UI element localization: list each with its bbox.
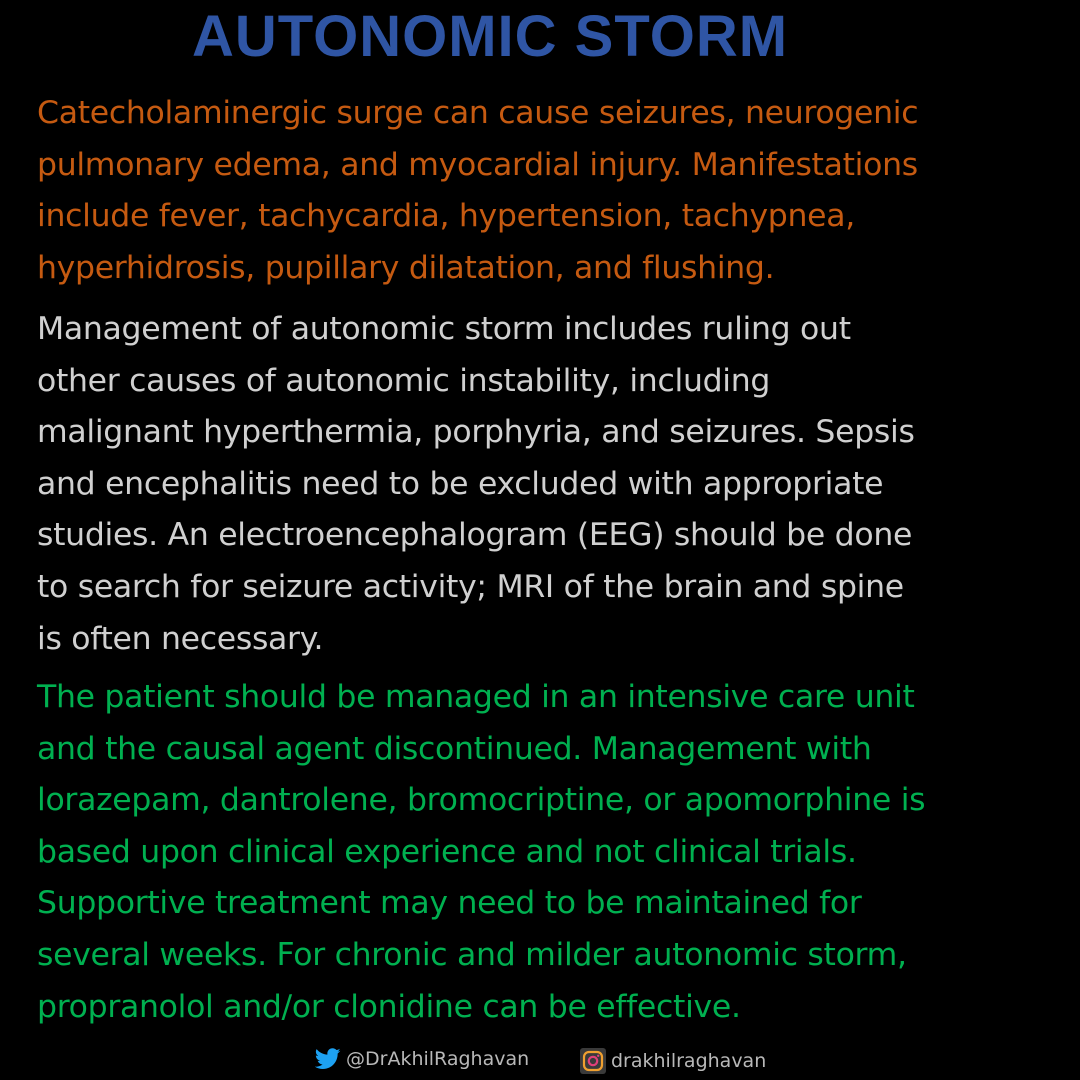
text-line: include fever, tachycardia, hypertension, tachypnea, [37,198,855,235]
paragraph-management [37,304,1047,665]
text-line: and encephalitis need to be excluded with appropriate [37,465,884,502]
instagram-camera-icon [580,1048,606,1074]
text-line: Supportive treatment may need to be maintained for [37,885,862,922]
text-line: based upon clinical experience and not clinical trials. [37,833,857,870]
text-line: is often necessary. [37,620,324,657]
text-line: malignant hyperthermia, porphyria, and seizures. Sepsis [37,414,915,451]
text-line: pulmonary edema, and myocardial injury. Manifestations [37,146,918,183]
text-line: and the causal agent discontinued. Management with [37,730,872,767]
text-line: to search for seizure activity; MRI of the brain and spine [37,568,904,605]
text-line: Management of autonomic storm includes ruling out [37,311,851,347]
text-line: lorazepam, dantrolene, bromocriptine, or apomorphine is [37,782,926,819]
page-title: AUTONOMIC STORM [191,4,789,69]
twitter-link[interactable] [315,1048,529,1070]
paragraph-manifestations [37,88,1047,294]
instagram-link[interactable] [580,1048,766,1074]
footer [0,1046,1080,1076]
text-line: The patient should be managed in an intensive care unit [37,679,915,715]
twitter-handle: @DrAkhilRaghavan [346,1048,530,1070]
text-line: propranolol and/or clonidine can be effective. [37,988,741,1025]
text-line: several weeks. For chronic and milder autonomic storm, [37,936,907,973]
text-line: Catecholaminergic surge can cause seizures, neurogenic [37,95,919,131]
instagram-handle: drakhilraghavan [611,1050,767,1072]
twitter-bird-icon [315,1048,341,1070]
text-line: studies. An electroencephalogram (EEG) should be done [37,517,913,554]
text-line: other causes of autonomic instability, including [37,362,771,399]
text-line: hyperhidrosis, pupillary dilatation, and flushing. [37,249,775,286]
paragraph-treatment [37,672,1047,1033]
